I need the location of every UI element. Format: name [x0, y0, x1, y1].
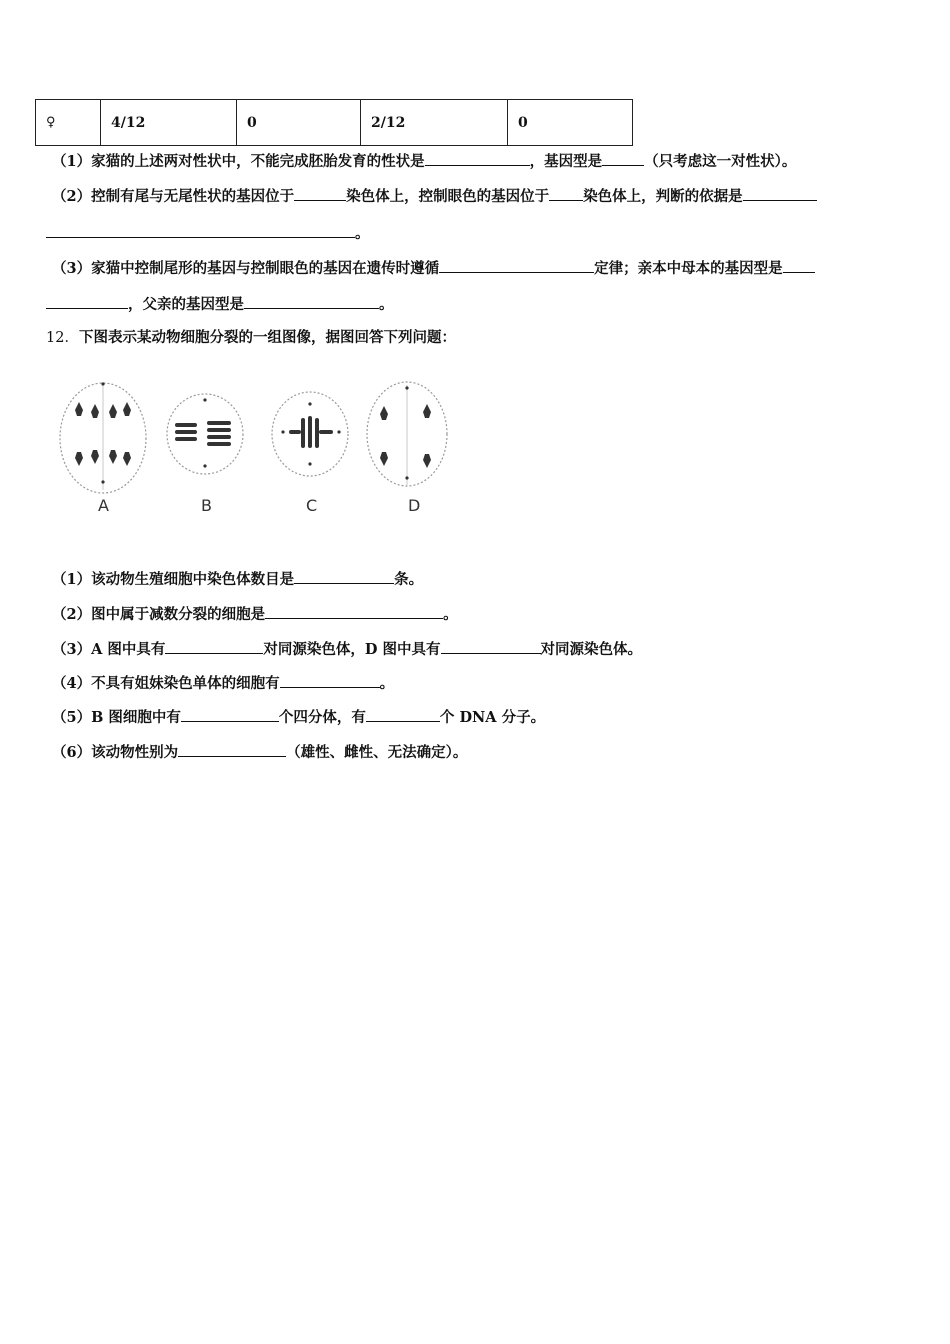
table-cell: 0 — [508, 100, 633, 146]
q12-part5: （5）B 图细胞中有 个四分体，有 个 DNA 分子。 — [52, 706, 545, 728]
q11-part2-continuation: 。 — [46, 222, 370, 244]
answer-blank[interactable] — [265, 603, 443, 619]
table-cell-sex: ♀ — [36, 100, 101, 146]
q12-part6: （6）该动物性别为 （雄性、雌性、无法确定）。 — [52, 741, 467, 763]
figure-label-c: C — [306, 496, 318, 515]
cell-b-chromosomes — [175, 398, 231, 467]
answer-blank[interactable] — [366, 706, 440, 722]
table-cell: 2/12 — [361, 100, 508, 146]
q12-part4: （4）不具有姐妹染色单体的细胞有 。 — [52, 672, 394, 694]
answer-blank[interactable] — [46, 293, 128, 309]
q11-part2: （2）控制有尾与无尾性状的基因位于 染色体上，控制眼色的基因位于 染色体上，判断的依据是 — [52, 185, 817, 207]
answer-blank[interactable] — [294, 185, 346, 201]
figure-label-b: B — [201, 496, 212, 515]
table-cell: 0 — [237, 100, 361, 146]
cell-division-figure — [55, 370, 475, 520]
figure-label-a: A — [98, 496, 109, 515]
answer-blank[interactable] — [602, 150, 644, 166]
q11-part1: （1）家猫的上述两对性状中，不能完成胚胎发育的性状是 ，基因型是 （只考虑这一对性状）。 — [52, 150, 796, 172]
answer-blank[interactable] — [743, 185, 817, 201]
cell-c-chromosomes — [281, 402, 340, 465]
q11-part3-continuation: ，父亲的基因型是 。 — [46, 293, 394, 315]
answer-blank[interactable] — [244, 293, 379, 309]
q12-part1: （1）该动物生殖细胞中染色体数目是 条。 — [52, 568, 423, 590]
answer-blank[interactable] — [425, 150, 530, 166]
q12-part3: （3）A 图中具有 对同源染色体，D 图中具有 对同源染色体。 — [52, 638, 642, 660]
answer-blank[interactable] — [181, 706, 279, 722]
answer-blank[interactable] — [439, 257, 594, 273]
question-number: 12． — [46, 330, 79, 346]
offspring-ratio-table — [35, 99, 633, 146]
answer-blank[interactable] — [441, 638, 541, 654]
answer-blank[interactable] — [294, 568, 394, 584]
answer-blank[interactable] — [165, 638, 263, 654]
q12-stem: 12．下图表示某动物细胞分裂的一组图像，据图回答下列问题： — [46, 329, 456, 346]
table-row — [36, 100, 633, 146]
q11-part3: （3）家猫中控制尾形的基因与控制眼色的基因在遗传时遵循 定律；亲本中母本的基因型是 — [52, 257, 815, 279]
answer-blank[interactable] — [178, 741, 286, 757]
figure-label-d: D — [408, 496, 421, 515]
q12-part2: （2）图中属于减数分裂的细胞是 。 — [52, 603, 458, 625]
answer-blank[interactable] — [280, 672, 380, 688]
answer-blank[interactable] — [46, 222, 355, 238]
table-cell: 4/12 — [101, 100, 237, 146]
answer-blank[interactable] — [549, 185, 583, 201]
answer-blank[interactable] — [783, 257, 815, 273]
cell-d-chromosomes — [380, 386, 431, 479]
